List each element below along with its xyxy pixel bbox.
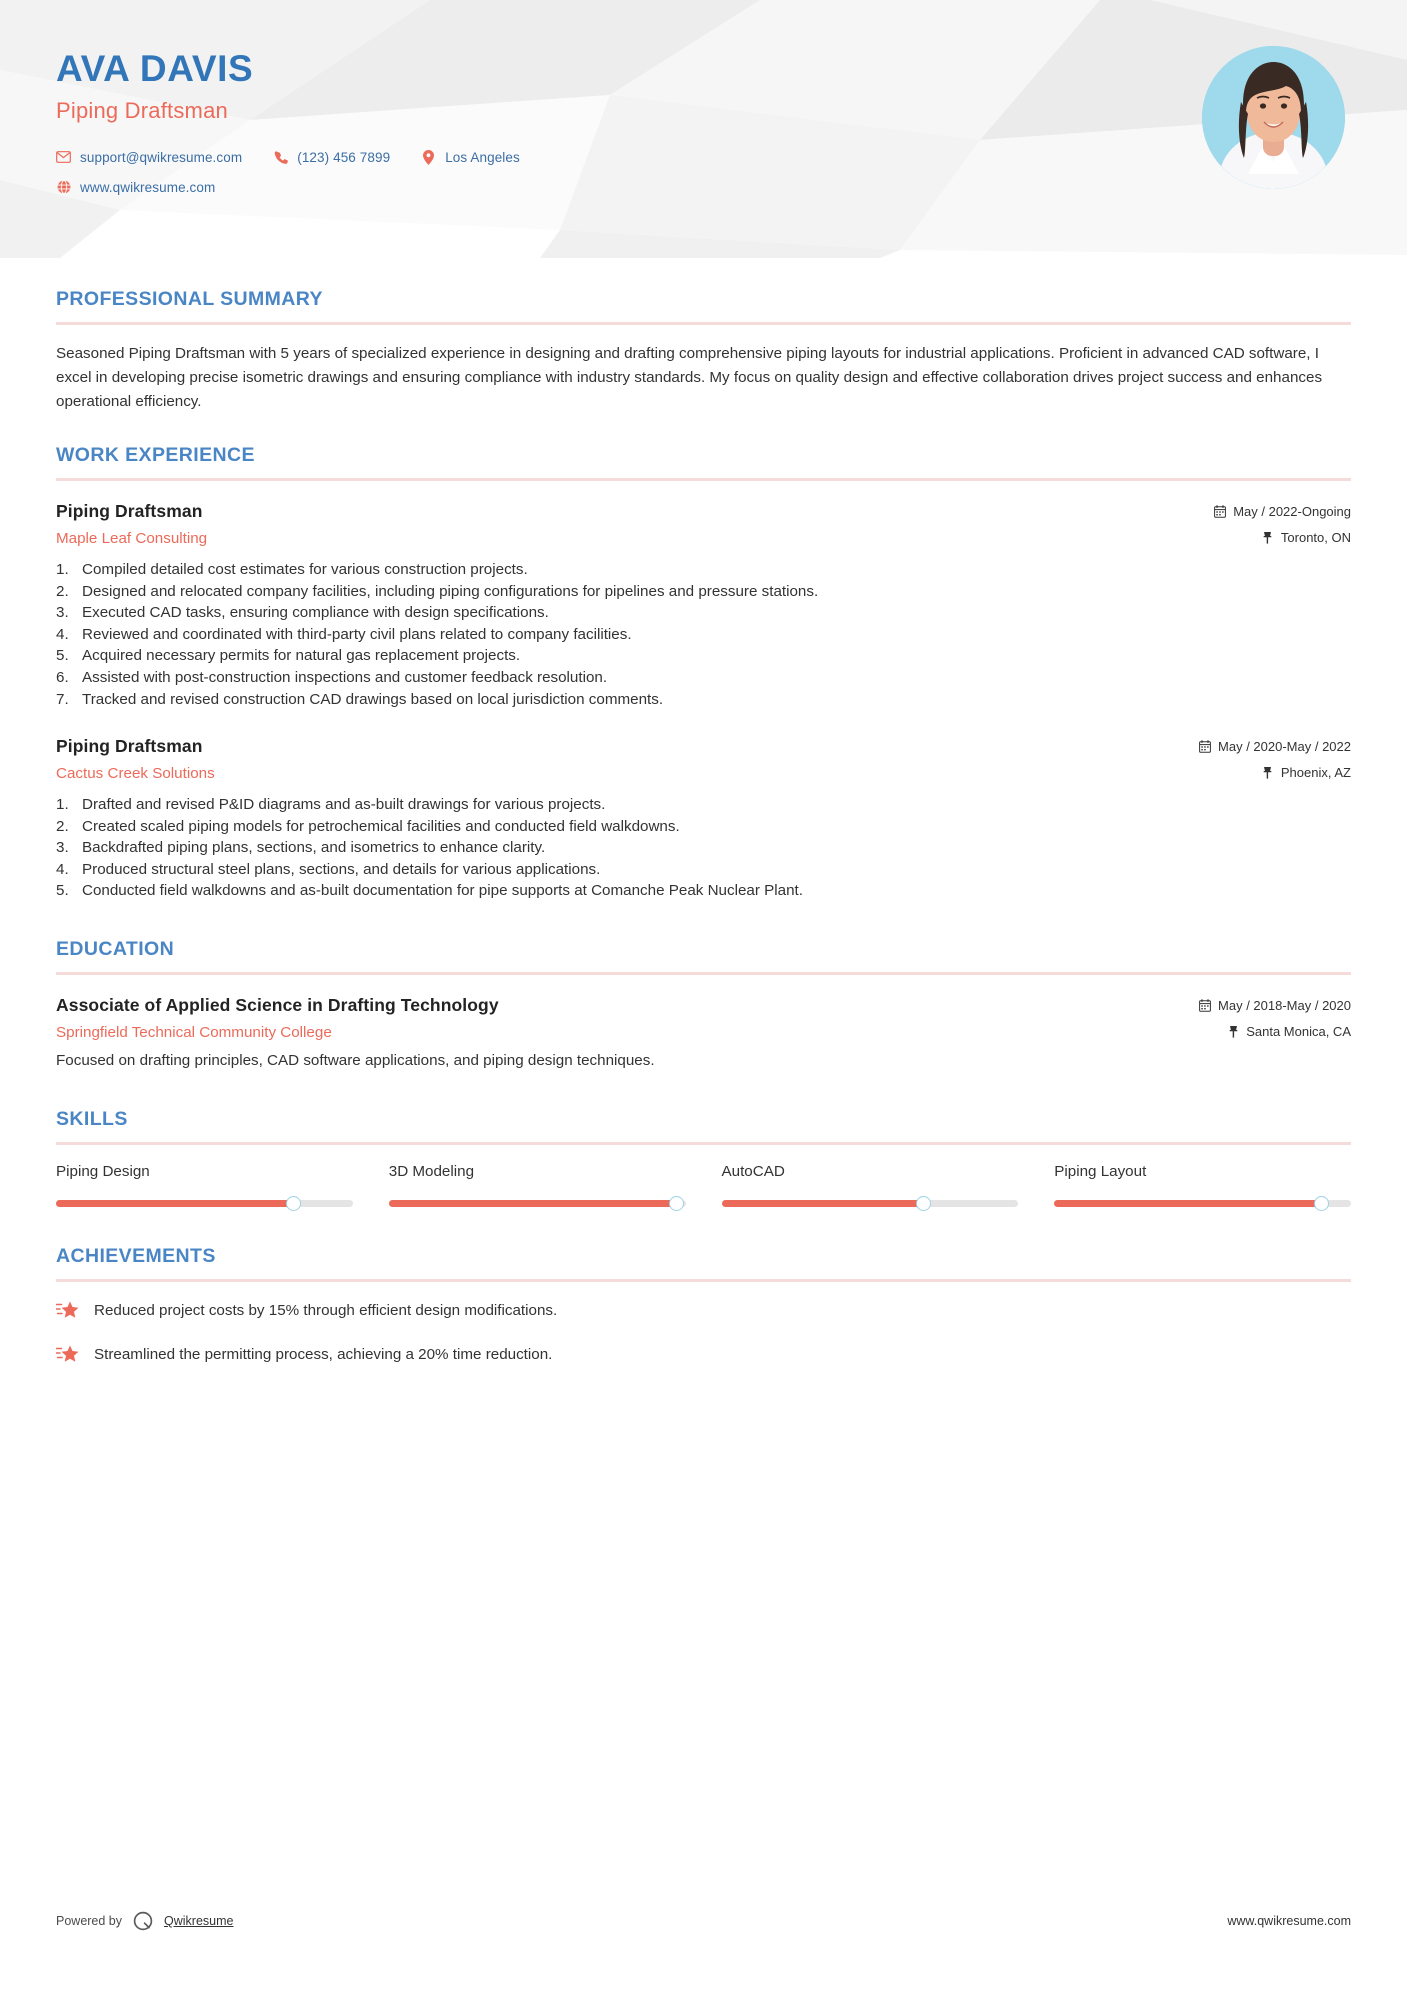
- education-date-text: May / 2018-May / 2020: [1218, 997, 1351, 1013]
- section-education: [56, 938, 1351, 1072]
- section-divider: [56, 972, 1351, 975]
- skill-item: [389, 1163, 686, 1207]
- star-icon: [56, 1300, 80, 1322]
- resume-header: [0, 0, 1407, 258]
- skill-item: [722, 1163, 1019, 1207]
- bullet-item: 3. Executed CAD tasks, ensuring compliance with design specifications.: [56, 604, 549, 622]
- work-bullets: [56, 794, 1351, 902]
- skill-progress-knob[interactable]: [669, 1196, 684, 1211]
- contact-email[interactable]: [56, 150, 242, 165]
- skill-progress-track[interactable]: [1054, 1200, 1351, 1207]
- section-professional-summary: [56, 288, 1351, 414]
- contact-row-primary: [56, 150, 1351, 165]
- work-entry: [56, 736, 1351, 902]
- work-job-title: Piping Draftsman: [56, 736, 203, 757]
- section-divider: [56, 1142, 1351, 1145]
- bullet-item: 1. Compiled detailed cost estimates for various construction projects.: [56, 561, 528, 579]
- work-company-name: Maple Leaf Consulting: [56, 530, 208, 548]
- education-school: Springfield Technical Community College: [56, 1023, 332, 1041]
- skill-progress-knob[interactable]: [916, 1196, 931, 1211]
- globe-icon: [56, 180, 71, 195]
- skill-item: [1054, 1163, 1351, 1207]
- job-role-subtitle: Piping Draftsman: [56, 97, 228, 123]
- skill-progress-fill: [722, 1200, 924, 1207]
- education-entry-header: [56, 995, 1351, 1041]
- work-bullets: [56, 559, 1351, 710]
- bullet-text: Conducted field walkdowns and as-built documentation for pipe supports at Comanche Peak Nuclear Plant.: [82, 882, 803, 900]
- skill-progress-knob[interactable]: [286, 1196, 301, 1211]
- skill-progress-fill: [389, 1200, 677, 1207]
- bullet-text: Created scaled piping models for petrochemical facilities and conducted field walkdowns.: [82, 817, 680, 835]
- calendar-icon: [1214, 505, 1226, 518]
- star-icon: [56, 1344, 80, 1366]
- contact-website-text: www.qwikresume.com: [80, 179, 216, 195]
- skill-progress-fill: [56, 1200, 293, 1207]
- contact-info: [56, 150, 1351, 195]
- education-entry-meta: [1199, 995, 1351, 1039]
- bullet-text: Tracked and revised construction CAD drawings based on local jurisdiction comments.: [82, 690, 664, 708]
- skill-label: 3D Modeling: [388, 1163, 475, 1181]
- pin-icon: [1262, 766, 1274, 779]
- bullet-text: Executed CAD tasks, ensuring compliance with design specifications.: [82, 604, 549, 622]
- bullet-item: 2. Designed and relocated company facilities, including piping configurations for pipelines and pressure stations.: [56, 582, 819, 600]
- work-entry-header: [56, 501, 1351, 547]
- work-date-line: [1214, 504, 1351, 519]
- section-achievements: [56, 1245, 1351, 1366]
- email-icon: [56, 150, 71, 165]
- bullet-item: 4. Produced structural steel plans, sections, and details for various applications.: [56, 860, 601, 878]
- contact-phone-text: (123) 456 7899: [297, 149, 391, 165]
- work-location-line: [1214, 530, 1351, 545]
- education-location-text: Santa Monica, CA: [1246, 1023, 1351, 1039]
- bullet-text: Acquired necessary permits for natural gas replacement projects.: [82, 647, 521, 665]
- section-heading-education: EDUCATION: [56, 937, 175, 960]
- contact-phone[interactable]: [273, 150, 390, 165]
- skill-progress-fill: [1054, 1200, 1321, 1207]
- section-divider: [56, 478, 1351, 481]
- education-date-line: [1199, 998, 1351, 1013]
- powered-by-label: Powered by: [56, 1914, 123, 1928]
- education-degree: Associate of Applied Science in Drafting Technology: [56, 994, 499, 1015]
- bullet-item: 5. Acquired necessary permits for natural gas replacement projects.: [56, 647, 521, 665]
- achievement-text: Reduced project costs by 15% through efficient design modifications.: [94, 1302, 558, 1320]
- work-entry-header: [56, 736, 1351, 782]
- contact-website[interactable]: [56, 180, 215, 195]
- skill-item: [56, 1163, 353, 1207]
- education-entry: [56, 995, 1351, 1072]
- bullet-text: Assisted with post-construction inspections and customer feedback resolution.: [82, 668, 608, 686]
- contact-location: [421, 150, 520, 165]
- page-title: AVA DAVIS: [56, 48, 254, 89]
- bullet-item: 3. Backdrafted piping plans, sections, and isometrics to enhance clarity.: [56, 839, 546, 857]
- work-location-line: [1199, 765, 1351, 780]
- skill-progress-track[interactable]: [56, 1200, 353, 1207]
- achievement-text: Streamlined the permitting process, achieving a 20% time reduction.: [94, 1346, 553, 1364]
- achievement-item: [56, 1300, 1351, 1322]
- work-location-text: Toronto, ON: [1280, 530, 1351, 546]
- bullet-item: 1. Drafted and revised P&ID diagrams and as-built drawings for various projects.: [56, 796, 606, 814]
- calendar-icon: [1199, 999, 1211, 1012]
- section-skills: [56, 1108, 1351, 1207]
- skills-grid: [56, 1163, 1351, 1207]
- achievements-list: [56, 1300, 1351, 1366]
- footer-website[interactable]: www.qwikresume.com: [1227, 1914, 1351, 1928]
- footer-branding: [56, 1910, 233, 1932]
- contact-row-website: [56, 180, 1351, 195]
- skill-progress-track[interactable]: [722, 1200, 1019, 1207]
- bullet-text: Produced structural steel plans, sections, and details for various applications.: [82, 860, 601, 878]
- bullet-item: 5. Conducted field walkdowns and as-built documentation for pipe supports at Comanche Peak Nuclear Plant.: [56, 882, 803, 900]
- pin-icon: [1227, 1025, 1239, 1038]
- section-heading-work: WORK EXPERIENCE: [56, 444, 255, 467]
- brand-name-link[interactable]: Qwikresume: [164, 1914, 234, 1928]
- work-location-text: Phoenix, AZ: [1280, 765, 1351, 781]
- section-heading-skills: SKILLS: [56, 1108, 128, 1131]
- work-entry-meta: [1199, 736, 1351, 780]
- work-date-text: May / 2022-Ongoing: [1233, 504, 1351, 520]
- work-job-title: Piping Draftsman: [56, 501, 203, 522]
- qwikresume-logo-icon: [132, 1910, 154, 1932]
- location-pin-icon: [421, 150, 436, 165]
- work-entry-meta: [1214, 501, 1351, 545]
- bullet-text: Backdrafted piping plans, sections, and isometrics to enhance clarity.: [82, 839, 546, 857]
- section-heading-summary: PROFESSIONAL SUMMARY: [56, 288, 323, 310]
- bullet-item: 2. Created scaled piping models for petrochemical facilities and conducted field walkdowns.: [56, 817, 680, 835]
- work-entry: [56, 501, 1351, 710]
- skill-label: Piping Layout: [1054, 1163, 1147, 1181]
- bullet-item: 6. Assisted with post-construction inspections and customer feedback resolution.: [56, 668, 608, 686]
- section-divider: [56, 1279, 1351, 1282]
- skill-label: AutoCAD: [721, 1163, 785, 1181]
- education-note: Focused on drafting principles, CAD software applications, and piping design techniques.: [56, 1051, 655, 1069]
- phone-icon: [273, 150, 288, 165]
- achievement-item: [56, 1344, 1351, 1366]
- skill-progress-knob[interactable]: [1314, 1196, 1329, 1211]
- bullet-text: Compiled detailed cost estimates for various construction projects.: [82, 561, 528, 579]
- skill-label: Piping Design: [56, 1163, 150, 1181]
- contact-location-text: Los Angeles: [445, 149, 520, 165]
- bullet-text: Drafted and revised P&ID diagrams and as-built drawings for various projects.: [82, 796, 606, 814]
- skill-progress-track[interactable]: [389, 1200, 686, 1207]
- calendar-icon: [1199, 740, 1211, 753]
- bullet-text: Reviewed and coordinated with third-party civil plans related to company facilities.: [82, 625, 632, 643]
- contact-email-text: support@qwikresume.com: [80, 149, 243, 165]
- bullet-item: 7. Tracked and revised construction CAD drawings based on local jurisdiction comments.: [56, 690, 664, 708]
- section-divider: [56, 322, 1351, 325]
- bullet-text: Designed and relocated company facilities, including piping configurations for pipelines and pressure stations.: [82, 582, 819, 600]
- section-work-experience: [56, 444, 1351, 902]
- section-heading-achievements: ACHIEVEMENTS: [56, 1245, 216, 1268]
- bullet-item: 4. Reviewed and coordinated with third-party civil plans related to company facilities.: [56, 625, 632, 643]
- pin-icon: [1262, 531, 1274, 544]
- page-footer: [56, 1910, 1351, 1932]
- work-company-name: Cactus Creek Solutions: [56, 765, 215, 783]
- avatar-photo: [1202, 46, 1345, 189]
- summary-paragraph: Seasoned Piping Draftsman with 5 years of specialized experience in designing and drafting comprehensive piping layouts for industrial applications. Proficient in advanced CAD software, I excel in developing precise isometric drawings and ensuring compliance with industry standards. My focus on quality design and effective collaboration drives project success and enhances operational efficiency.: [56, 345, 1323, 411]
- work-date-text: May / 2020-May / 2022: [1218, 739, 1351, 755]
- education-location-line: [1199, 1024, 1351, 1039]
- work-date-line: [1199, 739, 1351, 754]
- avatar: [1202, 46, 1345, 189]
